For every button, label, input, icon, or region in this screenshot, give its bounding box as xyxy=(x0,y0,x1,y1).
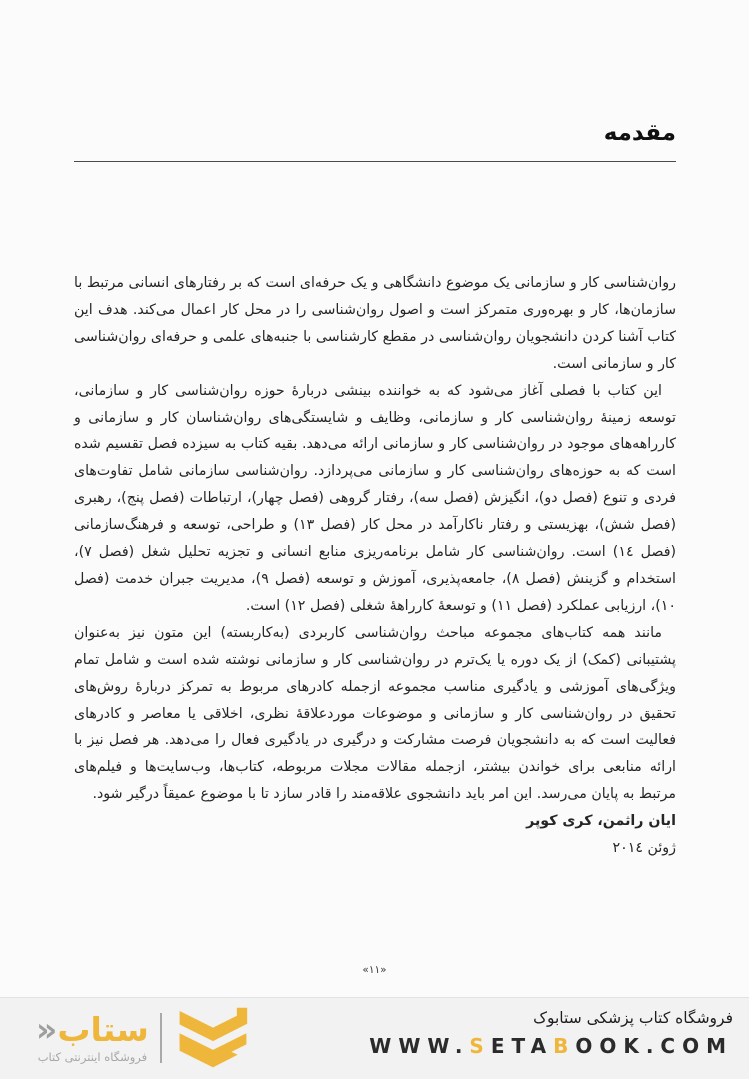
url-part-ookcom: OOK.COM xyxy=(575,1034,733,1058)
publication-date: ژوئن ۲۰۱٤ xyxy=(612,840,676,857)
setabook-chevron-icon xyxy=(173,1007,253,1069)
page-title: مقدمه xyxy=(603,120,676,146)
logo-caption: فروشگاه اینترنتی کتاب xyxy=(37,1049,148,1064)
page-number: «۱۱» xyxy=(362,964,387,976)
store-title: فروشگاه کتاب پزشکی ستابوک xyxy=(533,1009,733,1027)
logo-divider xyxy=(160,1013,162,1063)
logo-wordmark-block xyxy=(36,1009,149,1064)
website-url xyxy=(369,1034,733,1058)
wordmark-end-chevron-icon: « xyxy=(36,1009,58,1049)
url-part-s: S xyxy=(469,1034,491,1058)
url-part-b: B xyxy=(553,1034,576,1058)
wordmark-text: ستاب xyxy=(57,1009,149,1049)
url-part-www: WWW. xyxy=(369,1034,470,1058)
setabook-logo xyxy=(36,1007,253,1069)
logo-wordmark xyxy=(36,1009,149,1049)
footer-banner xyxy=(0,997,749,1079)
paragraph-3: مانند همه کتاب‌های مجموعه مباحث روان‌شناسی کاربردی (به‌کاربسته) این متون نیز به‌عنوان پشتیبانی (کمک) از یک دوره یا یک‌ترم در روان‌شناسی کار و سازمانی نوشته شده است و شامل تمام ویژگی‌های آموزشی و یادگیری مناسب مجموعه ازجمله کادرهای مربوط به تمرکز دربارهٔ روش‌های تحقیق در روان‌شناسی کار و سازمانی و موضوعات موردعلاقهٔ نظری، اخلاقی یا معاصر و کادرهای فعالیت است که به دانشجویان فرصت مشارکت و درگیری در یادگیری فعال را می‌دهد. هر فصل نیز با ارائه منابعی برای خواندن بیشتر، ازجمله مقالات مجلات مربوطه، کتاب‌ها، وب‌سایت‌ها و فیلم‌های مرتبط به پایان می‌رسد. این امر باید دانشجوی علاقه‌مند را قادر سازد تا با موضوع عمیقاً درگیر شود. xyxy=(74,624,676,803)
paragraph-1: روان‌شناسی کار و سازمانی یک موضوع دانشگاهی و یک حرفه‌ای است که بر رفتارهای انسانی مرتبط با سازمان‌ها، کار و بهره‌وری متمرکز است و اصول روان‌شناسی را در محل کار اعمال می‌کند. هدف این کتاب آشنا کردن دانشجویان روان‌شناسی در مقطع کارشناسی با جنبه‌های علمی و حرفه‌ای روان‌شناسی کار و سازمانی است. xyxy=(74,275,676,372)
author-name: ایان راثمن، کری کوپر xyxy=(526,813,676,830)
body-text xyxy=(74,270,676,862)
footer-store-info xyxy=(369,1009,733,1058)
paragraph-2: این کتاب با فصلی آغاز می‌شود که به خواننده بینشی دربارهٔ حوزه روان‌شناسی کار و سازمانی، توسعه زمینهٔ روان‌شناسی کار و سازمانی، وظایف و شایستگی‌های روان‌شناسان کار و سازمانی و کارراهه‌های موجود در روان‌شناسی کار و سازمانی ارائه می‌دهد. بقیه کتاب به سیزده فصل تقسیم شده است که به حوزه‌های روان‌شناسی کار و سازمانی می‌پردازد. روان‌شناسی سازمانی شامل تفاوت‌های فردی و تنوع (فصل دو)، انگیزش (فصل سه)، رفتار گروهی (فصل چهار)، ارتباطات (فصل پنج)، رهبری (فصل شش)، بهزیستی و رفتار ناکارآمد در محل کار (فصل ۱۳) و طراحی، توسعه و فرهنگ‌سازمانی (فصل ۱٤) است. روان‌شناسی کار شامل برنامه‌ریزی منابع انسانی و تجزیه تحلیل شغل (فصل ۷)، استخدام و گزینش (فصل ۸)، جامعه‌پذیری، آموزش و توسعه (فصل ۹)، مدیریت جبران خدمت (فصل ۱۰)، ارزیابی عملکرد (فصل ۱۱) و توسعهٔ کارراههٔ شغلی (فصل ۱۲) است. xyxy=(74,382,677,614)
url-part-eta: ETA xyxy=(490,1034,554,1058)
title-divider-rule xyxy=(74,161,676,162)
